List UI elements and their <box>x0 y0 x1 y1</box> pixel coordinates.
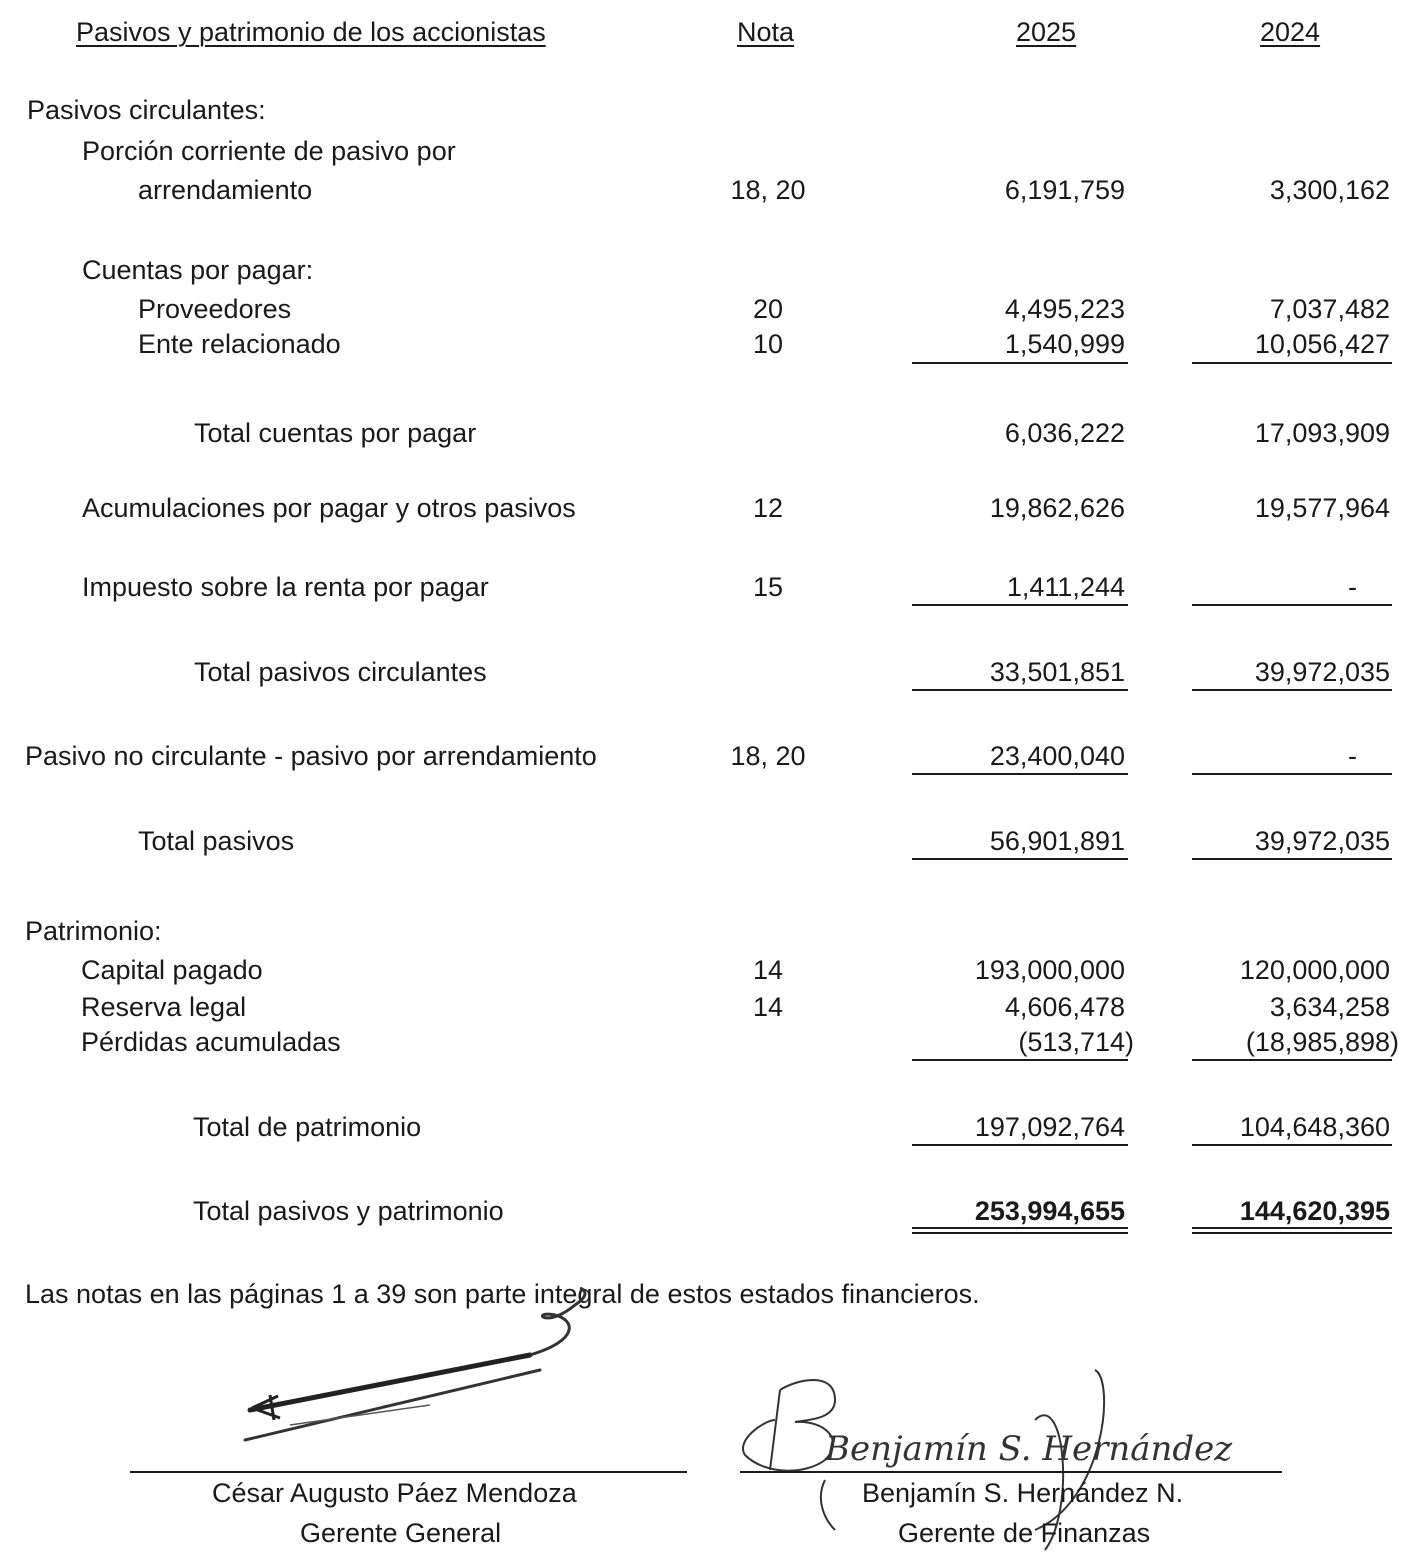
rule-losses-2024 <box>1192 1059 1392 1061</box>
lease-2024: 3,300,162 <box>1269 175 1390 205</box>
rule-total-current-2024 <box>1192 689 1392 691</box>
signature-scribble-gm <box>230 1300 610 1460</box>
accruals-label: Acumulaciones por pagar y otros pasivos <box>82 493 576 523</box>
lease-nota: 18, 20 <box>730 175 806 205</box>
rule-total-equity-2024 <box>1192 1144 1392 1146</box>
signatory-2-title: Gerente de Finanzas <box>898 1518 1151 1548</box>
total-equity-label: Total de patrimonio <box>193 1112 422 1142</box>
accruals-nota: 12 <box>752 493 784 523</box>
non-current-2024: - <box>1348 741 1357 771</box>
reserve-2024: 3,634,258 <box>1269 992 1390 1022</box>
signatory-1-name: César Augusto Páez Mendoza <box>212 1478 577 1508</box>
income-tax-2024: - <box>1348 572 1357 602</box>
total-liabilities-label: Total pasivos <box>138 826 295 856</box>
total-liabilities-2025: 56,901,891 <box>989 826 1125 856</box>
year-2025-header: 2025 <box>1016 17 1077 47</box>
non-current-label: Pasivo no circulante - pasivo por arrendamiento <box>25 741 597 771</box>
rule-total-liabilities-2025 <box>912 858 1128 860</box>
year-2024-header: 2024 <box>1260 17 1321 47</box>
equity-heading: Patrimonio: <box>25 916 162 946</box>
accruals-2024: 19,577,964 <box>1254 493 1390 523</box>
rule-total-liabilities-2024 <box>1192 858 1392 860</box>
grand-total-label: Total pasivos y patrimonio <box>193 1196 504 1226</box>
rule-income-tax-2024 <box>1192 604 1392 606</box>
signature-script-text: Benjamín S. Hernández <box>825 1429 1233 1469</box>
total-current-2025: 33,501,851 <box>989 657 1125 687</box>
double-rule-2025 <box>912 1227 1128 1234</box>
losses-2024: (18,985,898) <box>1245 1027 1399 1057</box>
total-payables-2024: 17,093,909 <box>1254 418 1390 448</box>
grand-total-2024: 144,620,395 <box>1239 1196 1390 1226</box>
suppliers-label: Proveedores <box>138 294 292 324</box>
footnote: Las notas en las páginas 1 a 39 son parte integral de estos estados financieros. <box>25 1279 980 1309</box>
suppliers-nota: 20 <box>752 294 784 324</box>
capital-2024: 120,000,000 <box>1239 955 1390 985</box>
reserve-2025: 4,606,478 <box>1004 992 1125 1022</box>
income-tax-2025: 1,411,244 <box>1006 572 1125 602</box>
signatory-2-name: Benjamín S. Hernández N. <box>862 1478 1184 1508</box>
capital-label: Capital pagado <box>81 955 263 985</box>
grand-total-2025: 253,994,655 <box>974 1196 1125 1226</box>
total-liabilities-2024: 39,972,035 <box>1254 826 1390 856</box>
total-equity-2025: 197,092,764 <box>974 1112 1125 1142</box>
related-nota: 10 <box>752 329 784 359</box>
lease-label-line1: Porción corriente de pasivo por <box>82 136 456 166</box>
capital-nota: 14 <box>752 955 784 985</box>
income-tax-nota: 15 <box>752 572 784 602</box>
rule-losses-2025 <box>912 1059 1128 1061</box>
lease-label-line2: arrendamiento <box>138 175 313 205</box>
double-rule-2024 <box>1192 1227 1392 1234</box>
rule-total-equity-2025 <box>912 1144 1128 1146</box>
reserve-nota: 14 <box>752 992 784 1022</box>
current-liabilities-heading: Pasivos circulantes: <box>27 95 266 125</box>
subtotal-rule-2024 <box>1192 362 1392 364</box>
rule-non-current-2025 <box>912 773 1128 775</box>
total-equity-2024: 104,648,360 <box>1239 1112 1390 1142</box>
accruals-2025: 19,862,626 <box>989 493 1125 523</box>
losses-2025: (513,714) <box>1018 1027 1134 1057</box>
signature-line-cfo <box>740 1471 1282 1473</box>
rule-total-current-2025 <box>912 689 1128 691</box>
signature-line-gm <box>130 1471 687 1473</box>
payables-heading: Cuentas por pagar: <box>82 255 314 285</box>
rule-non-current-2024 <box>1192 773 1392 775</box>
losses-label: Pérdidas acumuladas <box>81 1027 341 1057</box>
statement-title: Pasivos y patrimonio de los accionistas <box>76 17 546 47</box>
rule-income-tax-2025 <box>912 604 1128 606</box>
total-current-label: Total pasivos circulantes <box>194 657 487 687</box>
reserve-label: Reserva legal <box>81 992 247 1022</box>
total-current-2024: 39,972,035 <box>1254 657 1390 687</box>
non-current-2025: 23,400,040 <box>989 741 1125 771</box>
signatory-1-title: Gerente General <box>300 1518 502 1548</box>
related-2025: 1,540,999 <box>1004 329 1125 359</box>
subtotal-rule-2025 <box>912 362 1128 364</box>
suppliers-2024: 7,037,482 <box>1269 294 1390 324</box>
income-tax-label: Impuesto sobre la renta por pagar <box>82 572 489 602</box>
suppliers-2025: 4,495,223 <box>1004 294 1125 324</box>
total-payables-label: Total cuentas por pagar <box>194 418 477 448</box>
lease-2025: 6,191,759 <box>1004 175 1125 205</box>
nota-header: Nota <box>737 17 795 47</box>
related-label: Ente relacionado <box>138 329 341 359</box>
total-payables-2025: 6,036,222 <box>1004 418 1125 448</box>
related-2024: 10,056,427 <box>1254 329 1390 359</box>
capital-2025: 193,000,000 <box>974 955 1125 985</box>
non-current-nota: 18, 20 <box>730 741 806 771</box>
